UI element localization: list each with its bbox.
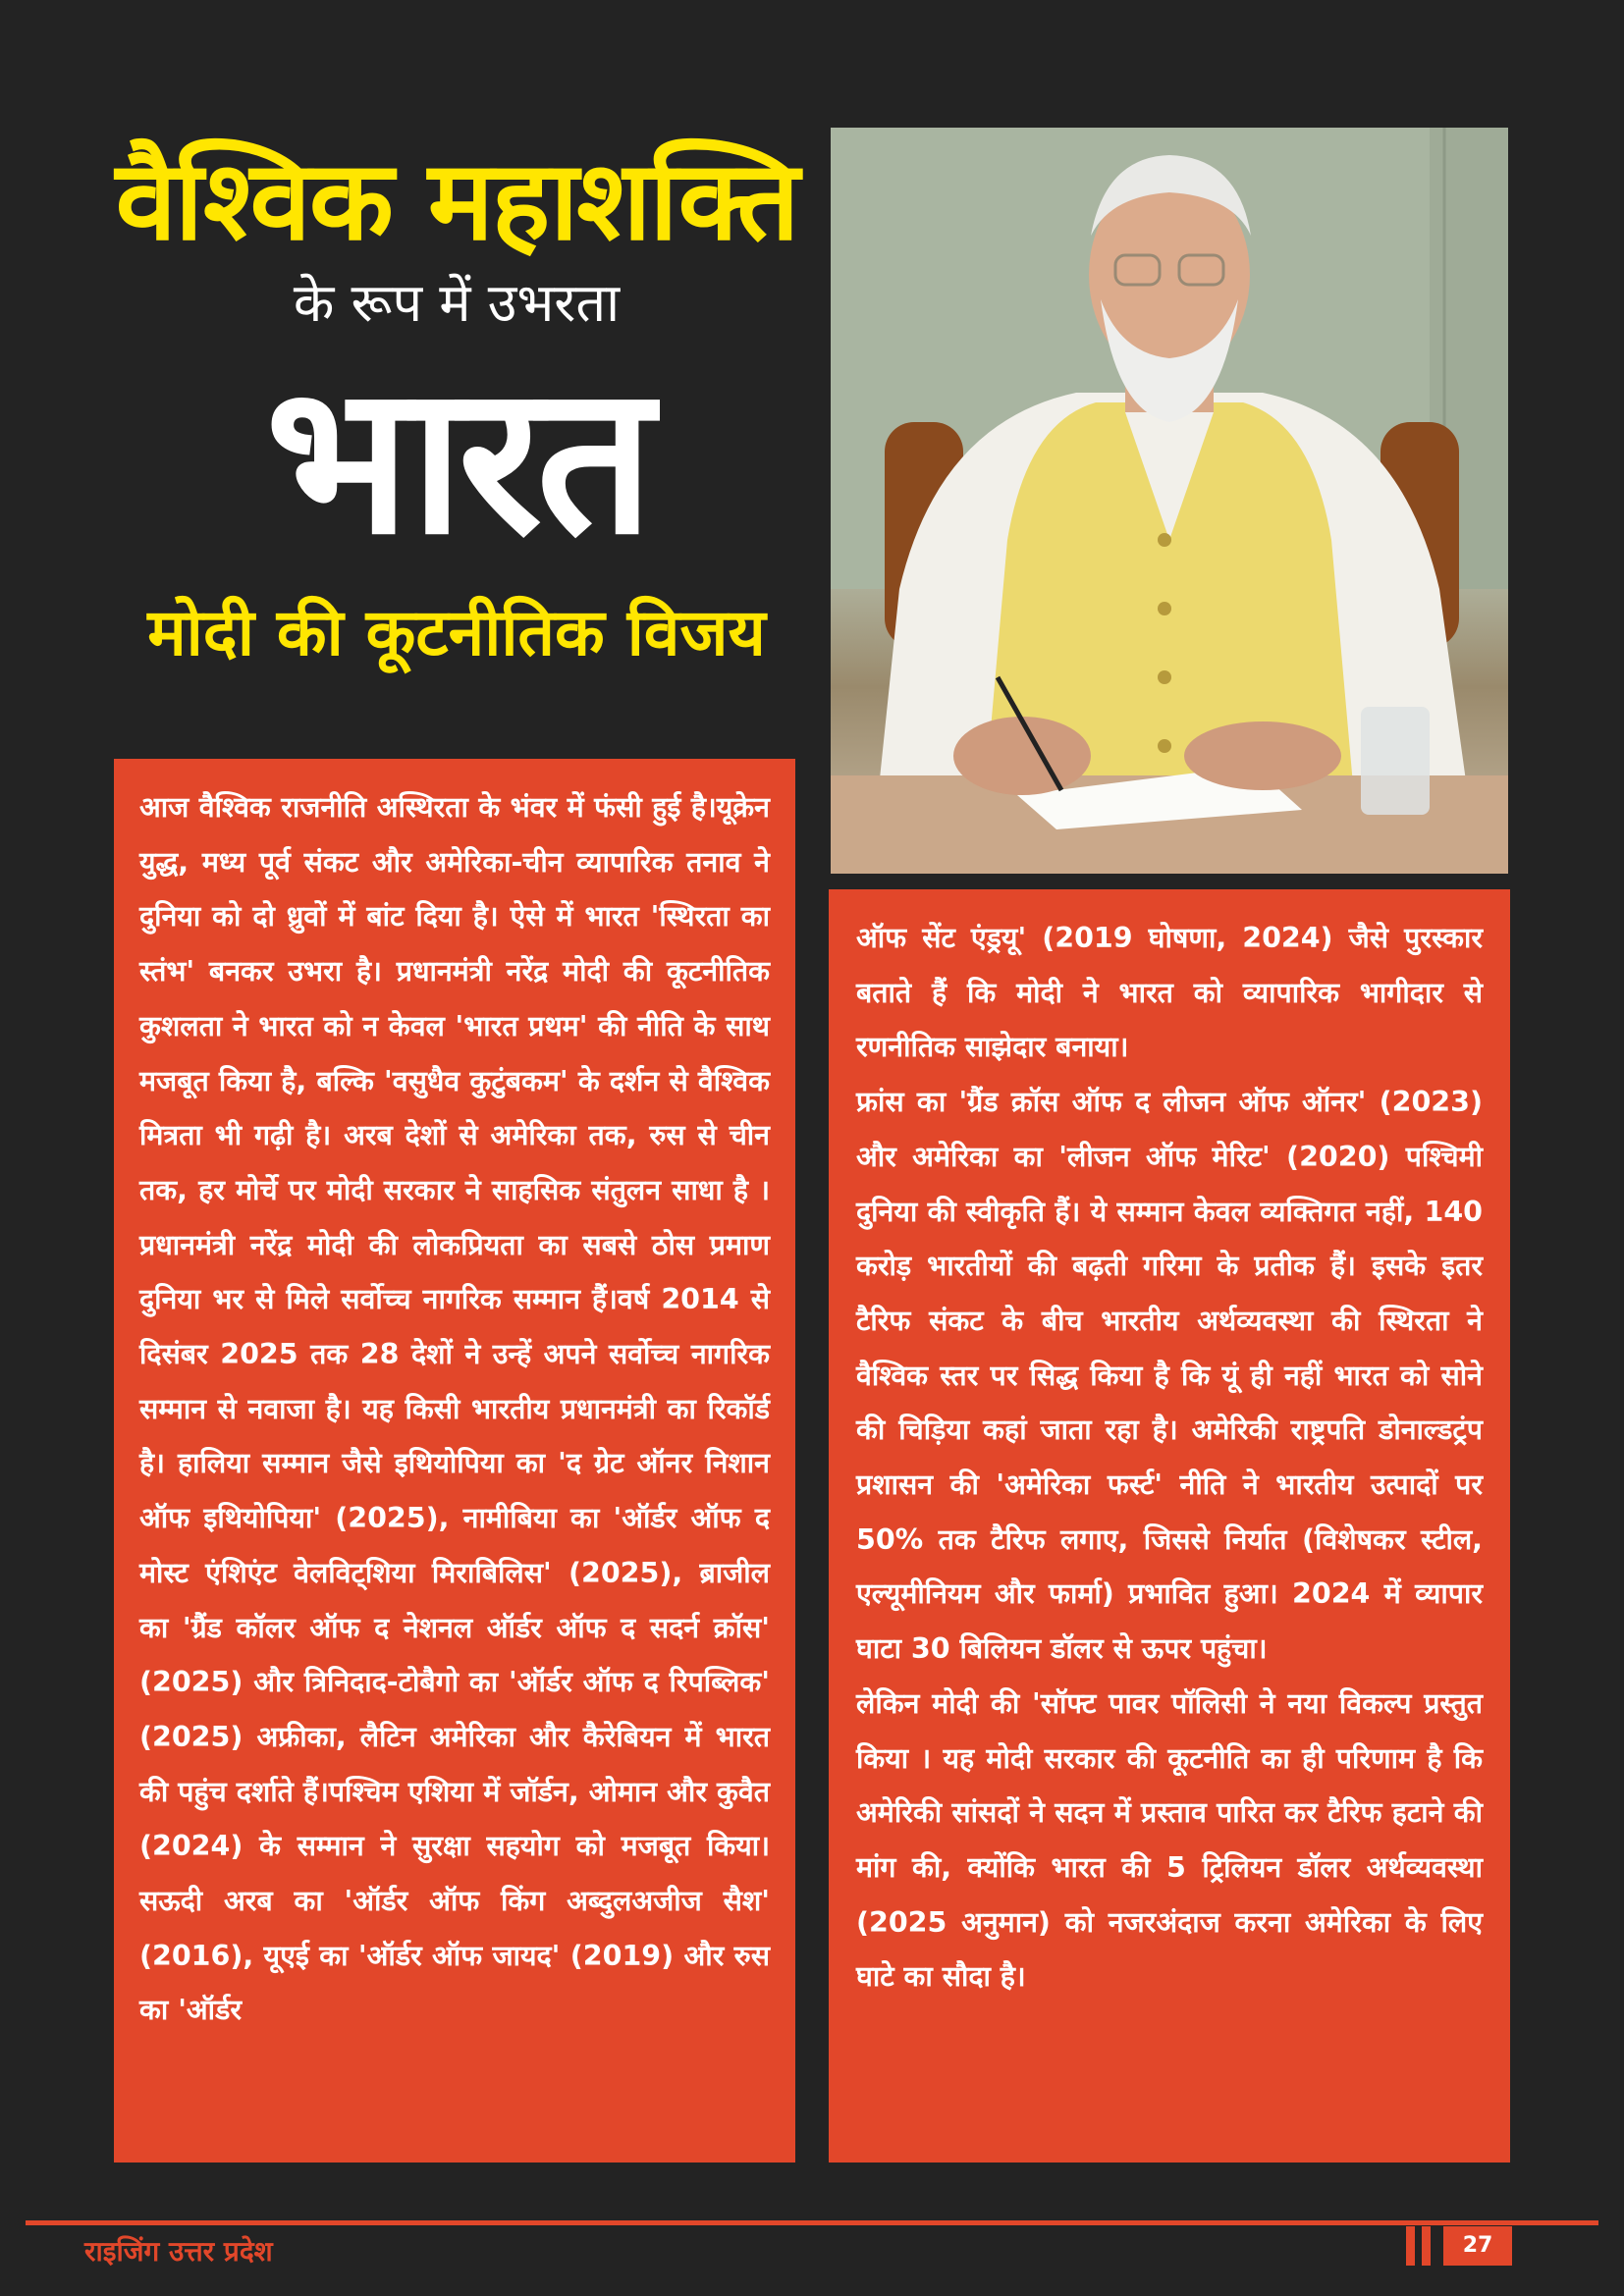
article-column-left [114, 759, 795, 2163]
article-left-text: आज वैश्विक राजनीति अस्थिरता के भंवर में फंसी हुई है।यूक्रेन युद्ध, मध्य पूर्व संकट और अमेरिका-चीन व्यापारिक तनाव ने दुनिया को दो ध्रुवों में बांट दिया है। ऐसे में भारत 'स्थिरता का स्तंभ' बनकर उभरा है। प्रधानमंत्री नरेंद्र मोदी की कूटनीतिक कुशलता ने भारत को न केवल 'भारत प्रथम' की नीति के साथ मजबूत किया है, बल्कि 'वसुधैव कुटुंबकम' के दर्शन से वैश्विक मित्रता भी गढ़ी है। अरब देशों से अमेरिका तक, रुस से चीन तक, हर मोर्चे पर मोदी सरकार ने साहसिक संतुलन साधा है । प्रधानमंत्री नरेंद्र मोदी की लोकप्रियता का सबसे ठोस प्रमाण दुनिया भर से मिले सर्वोच्च नागरिक सम्मान हैं।वर्ष 2014 से दिसंबर 2025 तक 28 देशों ने उन्हें अपने सर्वोच्च नागरिक सम्मान से नवाजा है। यह किसी भारतीय प्रधानमंत्री का रिकॉर्ड है। हालिया सम्मान जैसे इथियोपिया का 'द ग्रेट ऑनर निशान ऑफ इथियोपिया' (2025), नामीबिया का 'ऑर्डर ऑफ द मोस्ट एंशिएंट वेलविट्शिया मिराबिलिस' (2025), ब्राजील का 'ग्रैंड कॉलर ऑफ द नेशनल ऑर्डर ऑफ द सदर्न क्रॉस' (2025) और त्रिनिदाद-टोबैगो का 'ऑर्डर ऑफ द रिपब्लिक' (2025) अफ्रीका, लैटिन अमेरिका और कैरेबियन में भारत की पहुंच दर्शाते हैं।पश्चिम एशिया में जॉर्डन, ओमान और कुवैत (2024) के सम्मान ने सुरक्षा सहयोग को मजबूत किया। सऊदी अरब का 'ऑर्डर ऑफ किंग अब्दुलअजीज सैश' (2016), यूएई का 'ऑर्डर ऑफ जायद' (2019) और रुस का 'ऑर्डर [139, 791, 770, 2027]
headline-line-3: भारत [265, 340, 648, 580]
headline [108, 128, 805, 687]
article-photo [831, 128, 1508, 874]
footer-divider [26, 2220, 1598, 2225]
article-right-paragraph-1: ऑफ सेंट एंड्रयू' (2019 घोषणा, 2024) जैसे पुरस्कार बताते हैं कि मोदी ने भारत को व्यापारिक भागीदार से रणनीतिक साझेदार बनाया। [856, 922, 1483, 1064]
article-right-paragraph-2: फ्रांस का 'ग्रैंड क्रॉस ऑफ द लीजन ऑफ ऑनर' (2023) और अमेरिका का 'लीजन ऑफ मेरिट' (2020) पश्चिमी दुनिया की स्वीकृति हैं। ये सम्मान केवल व्यक्तिगत नहीं, 140 करोड़ भारतीयों की बढ़ती गरिमा के प्रतीक हैं। इसके इतर टैरिफ संकट के बीच भारतीय अर्थव्यवस्था की स्थिरता ने वैश्विक स्तर पर सिद्ध किया है कि यूं ही नहीं भारत को सोने की चिड़िया कहां जाता रहा है। अमेरिकी राष्ट्रपति डोनाल्डट्रंप प्रशासन की 'अमेरिका फर्स्ट' नीति ने भारतीय उत्पादों पर 50% तक टैरिफ लगाए, जिससे निर्यात (विशेषकर स्टील, एल्यूमीनियम और फार्मा) प्रभावित हुआ। 2024 में व्यापार घाटा 30 बिलियन डॉलर से ऊपर पहुंचा। [856, 1086, 1483, 1666]
headline-line-2: के रूप में उभरता [293, 272, 621, 334]
person-writing-illustration [831, 128, 1508, 874]
headline-subtitle: मोदी की कूटनीतिक विजय [147, 595, 766, 670]
footer-publication-name: राइजिंग उत्तर प्रदेश [84, 2235, 273, 2268]
article-right-paragraph-3: लेकिन मोदी की 'सॉफ्ट पावर पॉलिसी ने नया विकल्प प्रस्तुत किया । यह मोदी सरकार की कूटनीति का ही परिणाम है कि अमेरिकी सांसदों ने सदन में प्रस्ताव पारित कर टैरिफ हटाने की मांग की, क्योंकि भारत की 5 ट्रिलियन डॉलर अर्थव्यवस्था (2025 अनुमान) को नजरअंदाज करना अमेरिका के लिए घाटे का सौदा है। [856, 1686, 1483, 1994]
headline-line-1: वैश्विक महाशक्ति [115, 137, 798, 265]
article-column-right [829, 889, 1510, 2163]
page-number: 27 [1443, 2226, 1512, 2266]
